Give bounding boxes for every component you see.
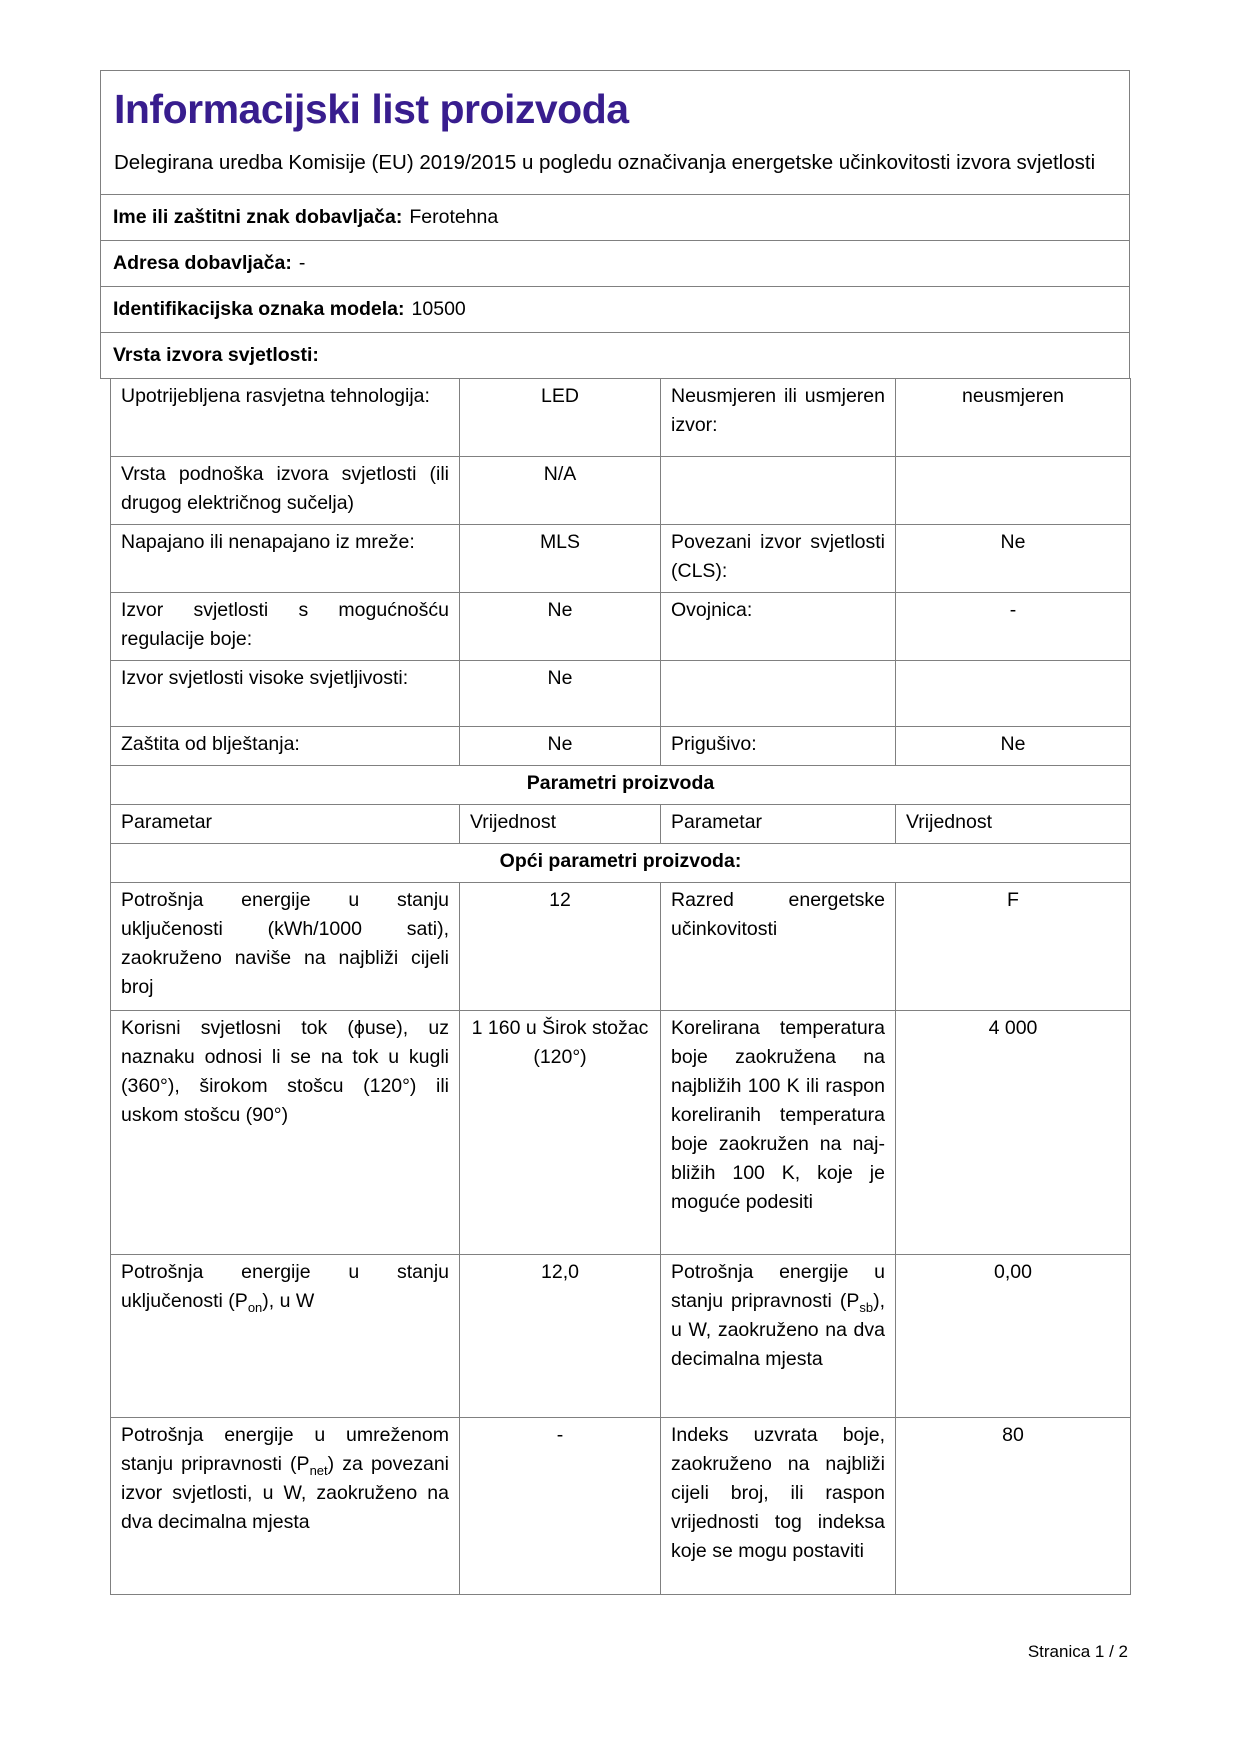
light-source-type-label: Vrsta izvora svjetlosti: [113, 344, 319, 366]
param-value-cell [896, 457, 1131, 525]
param-value-cell: LED [460, 379, 661, 457]
param-label-cell: Izvor svjetlosti visoke svjetljivosti: [111, 661, 460, 727]
model-identifier-value: 10500 [411, 298, 466, 320]
column-header-row [111, 805, 1131, 844]
param-value-cell: Ne [460, 661, 661, 727]
param-label-cell: Upotrijebljena rasvjetna tehnologija: [111, 379, 460, 457]
param-label-cell: Razred energetske učinkovitosti [661, 883, 896, 1011]
param-label-cell [661, 661, 896, 727]
param-value-cell: MLS [460, 525, 661, 593]
column-header: Vrijednost [460, 805, 661, 844]
param-label-cell: Izvor svjetlosti s mogućnošću regulacije boje: [111, 593, 460, 661]
param-value-cell: - [896, 593, 1131, 661]
param-value-cell: Ne [896, 525, 1131, 593]
param-value-cell: Ne [896, 727, 1131, 766]
parameters-table [110, 378, 1131, 1595]
page-number: Stranica 1 / 2 [1027, 1642, 1128, 1661]
table-row-mains [111, 525, 1131, 593]
param-label-cell: Vrsta podnoška izvora svjetlosti (ili drugog električnog sučelja) [111, 457, 460, 525]
section-title: Parametri proizvoda [111, 766, 1131, 805]
table-row-useful-flux [111, 1011, 1131, 1255]
param-label-cell: Korelirana temperatura boje zaokružena na najbližih 100 K ili raspon koreliranih temperatura boje zaokružen na najbližih 100 K, koje je moguće podesiti [661, 1011, 896, 1255]
param-label-cell: Napajano ili nenapajano iz mreže: [111, 525, 460, 593]
param-value-cell: 1 160 u Širok stožac (120°) [460, 1011, 661, 1255]
param-label-cell: Zaštita od blještanja: [111, 727, 460, 766]
supplier-address-label: Adresa dobavljača: [113, 252, 292, 274]
param-label-cell: Potrošnja energije u umreženom stanju pripravnosti $(P_{net})$ za povezani izvor svjetlosti, u W, zaokruženo na dva decimalna mjesta [111, 1418, 460, 1595]
param-label-cell: Prigušivo: [661, 727, 896, 766]
supplier-address-row [100, 240, 1130, 287]
param-label-cell: Potrošnja energije u stanju uključenosti (kWh/1000 sati), zaokruženo naviše na najbliži cijeli broj [111, 883, 460, 1011]
param-value-cell: Ne [460, 727, 661, 766]
table-row-high-luminance [111, 661, 1131, 727]
supplier-name-row [100, 194, 1130, 241]
model-identifier-label: Identifikacijska oznaka modela: [113, 298, 405, 320]
param-value-cell: 12 [460, 883, 661, 1011]
param-value-cell: 4 000 [896, 1011, 1131, 1255]
model-identifier-row [100, 286, 1130, 333]
param-label-cell [661, 457, 896, 525]
title-box [100, 70, 1130, 195]
subsection-title: Opći parametri proizvoda: [111, 844, 1131, 883]
param-value-cell: 0,00 [896, 1255, 1131, 1418]
param-label-cell: Ovojnica: [661, 593, 896, 661]
supplier-name-label: Ime ili zaštitni znak dobavljača: [113, 206, 403, 228]
table-row-on-mode-energy [111, 883, 1131, 1011]
table-row-glare [111, 727, 1131, 766]
param-label-cell: Korisni svjetlosni tok (ϕuse), uz naznaku odnosi li se na tok u kugli (360°), širokom stošcu (120°) ili uskom stošcu (90°) [111, 1011, 460, 1255]
table-row-networked-standby [111, 1418, 1131, 1595]
page-title: Informacijski list proizvoda [114, 86, 629, 132]
table-row-colour-tunable [111, 593, 1131, 661]
param-value-cell [896, 661, 1131, 727]
table-row-technology [111, 379, 1131, 457]
param-label-cell: Potrošnja energije u stanju pripravnosti $(P_{sb})$, u W, zaokruženo na dva decimalna mjesta [661, 1255, 896, 1418]
param-value-cell: 80 [896, 1418, 1131, 1595]
section-header-row [111, 766, 1131, 805]
supplier-address-value: - [298, 252, 306, 274]
param-value-cell: neusmjeren [896, 379, 1131, 457]
supplier-name-value: Ferotehna [409, 206, 499, 228]
param-label-cell: Povezani izvor svjetlosti (CLS): [661, 525, 896, 593]
subsection-header-row [111, 844, 1131, 883]
page-subtitle: Delegirana uredba Komisije (EU) 2019/2015 u pogledu označivanja energetske učinkovitosti izvora svjetlosti [114, 151, 1096, 174]
param-value-cell: 12,0 [460, 1255, 661, 1418]
param-value-cell: Ne [460, 593, 661, 661]
document-content [100, 70, 1130, 1663]
param-value-cell: N/A [460, 457, 661, 525]
parameters-table-wrap [110, 378, 1130, 1595]
param-label-cell: Indeks uzvrata boje, zaokruženo na najbliži cijeli broj, ili raspon vrijednosti tog indeksa koje se mogu postaviti [661, 1418, 896, 1595]
param-value-cell: F [896, 883, 1131, 1011]
column-header: Vrijednost [896, 805, 1131, 844]
table-row-cap-type [111, 457, 1131, 525]
light-source-type-row [100, 332, 1130, 379]
column-header: Parametar [661, 805, 896, 844]
column-header: Parametar [111, 805, 460, 844]
table-row-on-mode-power [111, 1255, 1131, 1418]
param-label-cell: Potrošnja energije u stanju uključenosti $(P_{on})$, u W [111, 1255, 460, 1418]
param-value-cell: - [460, 1418, 661, 1595]
param-label-cell: Neusmjeren ili usmjeren izvor: [661, 379, 896, 457]
